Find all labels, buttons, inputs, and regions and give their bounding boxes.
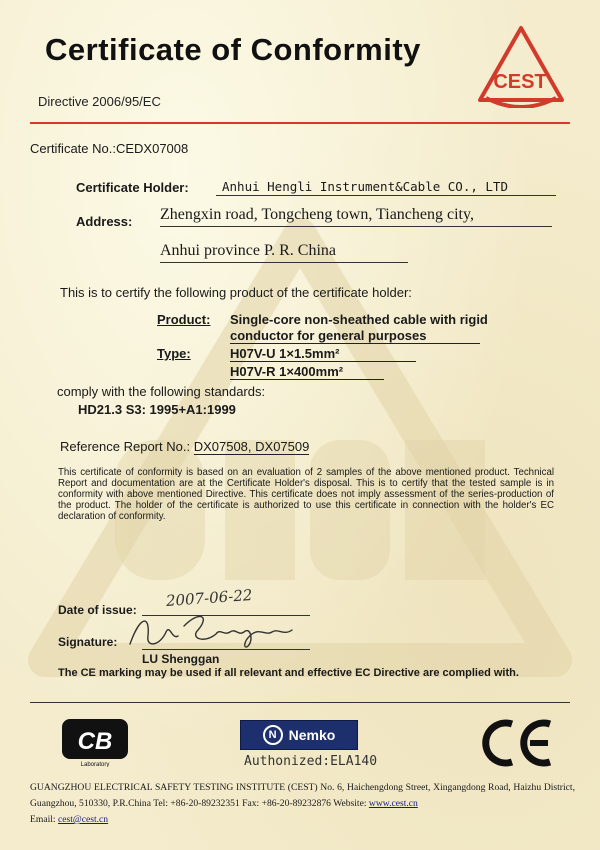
ce-marking-note: The CE marking may be used if all relevant and effective EC Directive are complied with. [58,667,519,679]
signature-underline [142,649,310,650]
footer-website-link[interactable]: www.cest.cn [368,798,418,809]
footer-email-link[interactable]: cest@cest.cn [57,814,109,825]
ce-mark-icon [478,718,558,768]
cest-logo-text: CEST [493,71,547,93]
address-line-1: Zhengxin road, Tongcheng town, Tiancheng city, [160,206,552,227]
nemko-authorized: Authonized:ELA140 [244,754,378,769]
comply-statement: comply with the following standards: [57,384,266,399]
type-label: Type: [157,346,191,361]
type-value-1: H07V-U 1×1.5mm² [230,346,416,362]
cest-logo [476,24,566,108]
nemko-logo-text: Nemko [288,727,336,743]
header-divider [30,122,570,124]
date-of-issue-label: Date of issue: [58,603,137,617]
reference-report [60,439,309,454]
product-label: Product: [157,312,211,327]
footer-divider [30,702,570,703]
signer-name: LU Shenggan [142,652,220,666]
product-line-1: Single-core non-sheathed cable with rigid [230,312,488,327]
signature-label: Signature: [58,635,118,649]
nemko-logo [240,720,358,750]
certificate-number: Certificate No.:CEDX07008 [30,141,189,156]
conformity-paragraph: This certificate of conformity is based on an evaluation of 2 samples of the above mentioned product. Technical Report and documentation are at the Certificate Holder's disposal. This is to certify that the tested sample is in conformity with above mentioned Directive. This certificate does not imply assessment of the series-production of the product. The holder of the certificate is authorized to use this certificate in connection with the holder's EC declaration of conformity. [58,467,554,522]
footer-email-label: Email: [30,814,58,825]
product-line-2: conductor for general purposes [230,328,480,344]
certify-statement: This is to certify the following product of the certificate holder: [60,285,412,300]
cb-logo [60,717,130,767]
directive-label: Directive 2006/95/EC [38,94,161,109]
standards-value: HD21.3 S3: 1995+A1:1999 [78,402,236,417]
address-label: Address: [76,214,133,229]
holder-label: Certificate Holder: [76,180,189,195]
handwritten-signature [120,606,310,652]
holder-value: Anhui Hengli Instrument&Cable CO., LTD [216,179,556,196]
type-value-2: H07V-R 1×400mm² [230,364,384,380]
certificate-title: Certificate of Conformity [45,32,421,67]
footer-address [30,780,575,828]
reference-value: DX07508, DX07509 [193,439,310,454]
footer-institute: GUANGZHOU ELECTRICAL SAFETY TESTING INSTITUTE (CEST) No. 6, Haichengdong Street, Xingangdong Road, Haizhu District, Guangzhou, 510330, P.R.China Tel: +86-20-89232351 Fax: +86-20-89232876 Website: [30,782,575,809]
address-line-2: Anhui province P. R. China [160,242,408,263]
date-of-issue-value: 2007-06-22 [165,585,253,610]
cb-logo-sub: Laboratory [80,762,110,767]
nemko-n-icon: N [263,725,283,745]
reference-label: Reference Report No.: [60,439,191,454]
cb-logo-text: CB [77,728,113,755]
